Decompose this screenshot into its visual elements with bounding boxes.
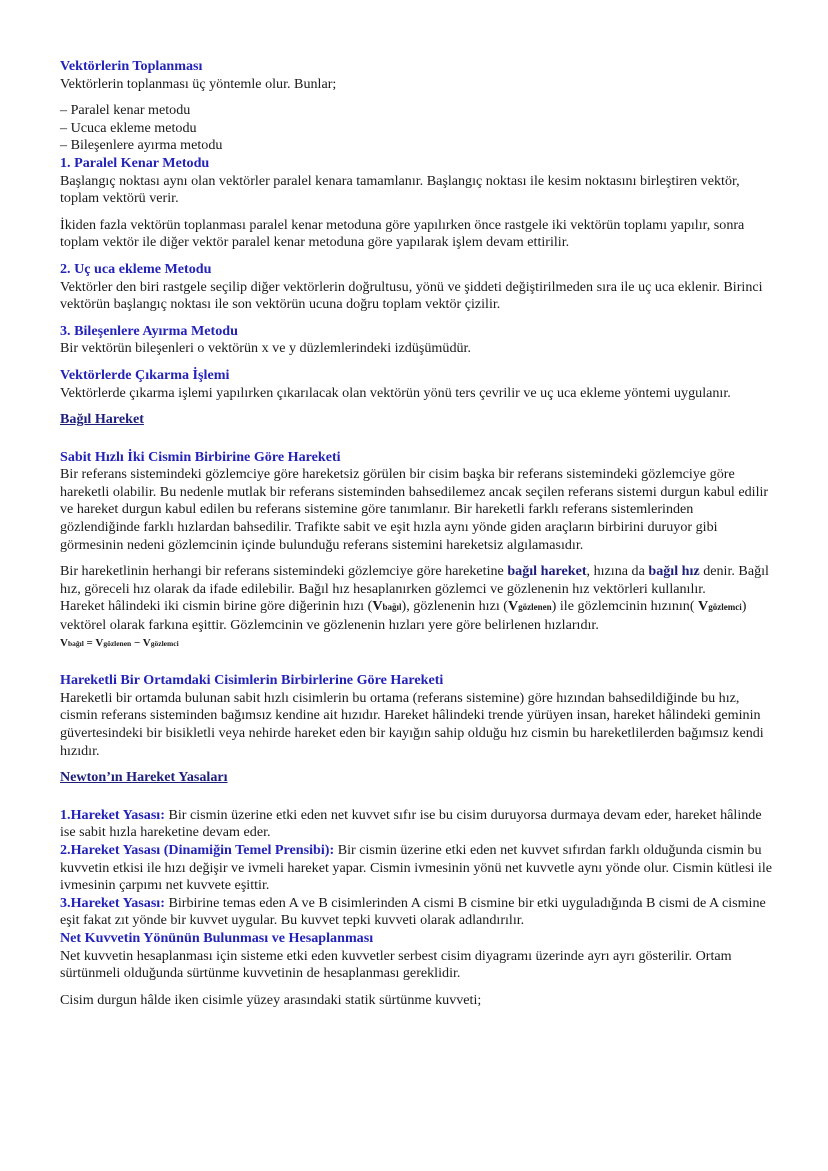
spacer (60, 983, 772, 992)
text-run: , hızına da (586, 563, 649, 580)
heading-moving-medium: Hareketli Bir Ortamdaki Cisimlerin Birbirlerine Göre Hareketi (60, 672, 444, 689)
subscript: gözlenen (103, 638, 132, 648)
paragraph: Net kuvvetin hesaplanması için sisteme etki eden kuvvetler serbest cisim diyagramı üzerinde ayrı ayrı gösterilir. Ortam sürtünmeli olduğunda sürtünme kuvvetinin de hesaplanması gereklidir. (60, 947, 732, 982)
section-moving-medium (60, 672, 772, 760)
heading-newton-laws: Newton’ın Hareket Yasaları (60, 769, 228, 786)
law-label: 2.Hareket Yasası (Dinamiğin Temel Prensibi): (60, 841, 335, 858)
paragraph (60, 563, 772, 598)
term-relative-velocity: bağıl hız (648, 563, 700, 580)
text-run: = V (83, 636, 104, 649)
subscript: bağıl (382, 602, 402, 613)
law-2-continued: ivmesinin çarpımı net kuvvete eşittir. (60, 877, 270, 894)
paragraph (60, 598, 772, 634)
heading-vector-addition: Vektörlerin Toplanması (60, 58, 203, 74)
heading-subtraction: Vektörlerde Çıkarma İşlemi (60, 366, 230, 383)
text-run: Birbirine temas eden A ve B cisimlerinden A cismi B cismine bir etki uyguladığında B cismi de A cismine eşit fakat zıt yönde bir kuvvet uygular. Bu kuvvet tepki kuvveti olarak adlandırılır. (60, 894, 766, 929)
text-run: Hareket hâlindeki iki cismin birine göre diğerinin hızı ( (60, 598, 373, 615)
text-run: ), gözlenenin hızı ( (401, 598, 508, 615)
law-3 (60, 895, 772, 930)
section-net-force (60, 930, 772, 1009)
spacer (60, 554, 772, 563)
spacer (60, 208, 772, 217)
text-run: Bir cismin üzerine etki eden net kuvvet sıfır ise bu cisim duruyorsa durmaya devam eder, hareket hâlinde ise sabit hızla hareketine devam eder. (60, 806, 762, 841)
spacer (60, 402, 772, 411)
section-vector-addition (60, 58, 772, 155)
text-run: denir. Bağıl hız, göreceli hız olarak da ifade edilebilir. Bağıl hız hesaplanırken gözlemci ve gözlenenin hız vektörleri kullanılır. (60, 563, 769, 597)
spacer (60, 358, 772, 367)
subscript: gözlemci (708, 602, 742, 613)
section-subtraction (60, 367, 772, 402)
law-label: 1.Hareket Yasası: (60, 806, 165, 823)
section-tip-to-tail (60, 261, 772, 314)
paragraph: Bir referans sistemindeki gözlemciye göre hareketsiz görülen bir cisim başka bir referans sistemindeki gözlemciye göre hareketli olabilir. Bu nedenle mutlak bir referans sisteminden bahsedilemez ancak seçilen referans sistemi durgun kabul edilir ve hareket durgun kabul edilen bu referans sistemine göre tanımlanır. Bir hareketli farklı referans sistemlerinden gözlendiğinde farklı hızlardan bahsedilir. Trafikte sabit ve eşit hızla aynı yönde giden araçların birbirini duruyor gibi görmesinin nedeni gözlemcinin içinde bulunduğu referans sistemini hareketsiz algılamasıdır. (60, 466, 769, 553)
spacer (60, 93, 772, 102)
paragraph: Vektörlerde çıkarma işlemi yapılırken çıkarılacak olan vektörün yönü ters çevrilir ve uç uca ekleme yöntemi uygulanır. (60, 384, 731, 401)
text-run: Bir hareketlinin herhangi bir referans sistemindeki gözlemciye göre hareketine (60, 563, 508, 580)
text-run: Bir cismin üzerine etki eden net kuvvet sıfırdan farklı olduğunda cismin bu kuvvetin etkisi ile hızı değişir ve ivmeli hareket yapar. Cismin ivmesinin yönü net kuvvetle aynı yönde olur. Cismin kütlesi ile (60, 841, 773, 876)
paragraph: Başlangıç noktası aynı olan vektörler paralel kenara tamamlanır. Başlangıç noktası ile kesim noktasını birleştiren vektör, toplam vektörü verir. (60, 172, 740, 207)
law-label: 3.Hareket Yasası: (60, 894, 165, 911)
heading-components: 3. Bileşenlere Ayırma Metodu (60, 322, 238, 339)
heading-tip-to-tail: 2. Uç uca ekleme Metodu (60, 260, 212, 277)
paragraph: Bir vektörün bileşenleri o vektörün x ve y düzlemlerindeki izdüşümüdür. (60, 340, 471, 357)
list-item: – Bileşenlere ayırma metodu (60, 137, 223, 154)
section-constant-velocity (60, 449, 772, 653)
subscript: gözlenen (518, 602, 552, 613)
paragraph: İkiden fazla vektörün toplanması paralel kenar metoduna göre yapılırken önce rastgele iki vektörün toplamı yapılır, sonra toplam vektör ile diğer vektör paralel kenar metoduna göre yapılarak işlem devam ettirilir. (60, 216, 745, 251)
heading-net-force: Net Kuvvetin Yönünün Bulunması ve Hesaplanması (60, 929, 374, 946)
document-page (60, 58, 772, 1009)
section-components (60, 323, 772, 358)
paragraph: Cisim durgun hâlde iken cisimle yüzey arasındaki statik sürtünme kuvveti; (60, 991, 482, 1008)
spacer (60, 652, 772, 672)
section-parallel-method (60, 155, 772, 252)
heading-constant-velocity: Sabit Hızlı İki Cismin Birbirine Göre Hareketi (60, 448, 341, 465)
symbol-v: V (698, 598, 709, 615)
symbol-v: V (507, 598, 519, 615)
spacer (60, 787, 772, 807)
paragraph: Hareketli bir ortamda bulunan sabit hızlı cisimlerin bu ortama (referans sistemine) göre hızından bahsedildiğinde bu hız, cismin referans sisteminden bağımsız kendine ait hızıdır. Hareket hâlindeki trende yürüyen insan, hareket hâlindeki geminin güvertesindeki bir bisikletli veya nehirde hareket eden bir kayığın sahip olduğu hız cismin bu hareketlilerden bağımsız kendi hızıdır. (60, 689, 764, 759)
list-item: – Paralel kenar metodu (60, 102, 191, 119)
paragraph: Vektörler den biri rastgele seçilip diğer vektörlerin doğrultusu, yönü ve şiddeti değiştirilmeden sıra ile uç uca eklenir. Birinci vektörün başlangıç noktası ile son vektörün ucuna doğru toplam vektör çizilir. (60, 278, 763, 313)
law-2 (60, 842, 772, 877)
equation-relative-velocity (60, 635, 772, 653)
intro-text: Vektörlerin toplanması üç yöntemle olur. Bunlar; (60, 75, 337, 92)
text-run: ) ile gözlemcinin hızının( (551, 598, 699, 615)
spacer (60, 760, 772, 769)
text-run: V (60, 636, 68, 649)
section-newton-laws (60, 807, 772, 930)
term-relative-motion: bağıl hareket (507, 563, 587, 580)
spacer (60, 252, 772, 261)
heading-relative-motion: Bağıl Hareket (60, 411, 144, 428)
list-item: – Ucuca ekleme metodu (60, 119, 197, 136)
heading-parallel-method: 1. Paralel Kenar Metodu (60, 154, 210, 171)
spacer (60, 314, 772, 323)
subscript: gözlemci (150, 638, 179, 648)
text-run: ) vektörel olarak farkına eşittir. Gözlemcinin ve gözlenenin hızları yere göre belirlenen hızlarıdır. (60, 598, 747, 634)
subscript: bağıl (67, 638, 84, 648)
law-1 (60, 807, 772, 842)
text-run: − V (131, 636, 151, 649)
symbol-v: V (372, 598, 383, 615)
spacer (60, 429, 772, 449)
